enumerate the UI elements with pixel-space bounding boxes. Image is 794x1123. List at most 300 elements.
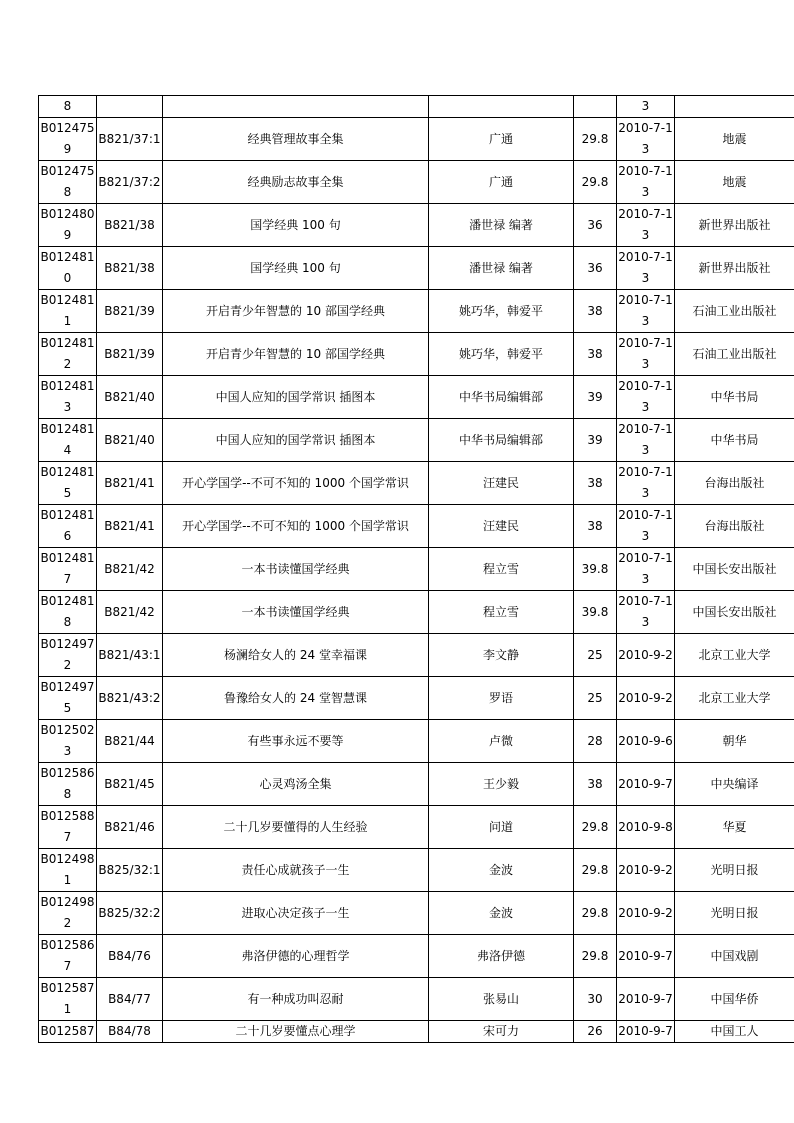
cell-price-text: 26 (587, 1024, 603, 1038)
cell-title-text: 经典励志故事全集 (247, 174, 344, 189)
cell-publisher-text: 中国戏剧 (710, 948, 759, 963)
cell-id (39, 935, 97, 978)
cell-id-text: B0124811 (40, 293, 95, 328)
cell-call-number-text: B821/41 (104, 518, 155, 533)
cell-price (574, 376, 617, 419)
cell-price-text: 38 (587, 346, 603, 361)
cell-title (163, 290, 429, 333)
cell-author-text: 宋可力 (482, 1024, 519, 1038)
cell-date-text: 2010-9-8 (618, 819, 673, 834)
cell-id (39, 892, 97, 935)
cell-id-text: B0125023 (40, 723, 95, 758)
cell-price-text: 39 (587, 432, 603, 447)
cell-title-text: 二十几岁要懂得的人生经验 (223, 819, 368, 834)
cell-publisher (675, 247, 794, 290)
table-row (39, 290, 794, 333)
cell-publisher-text: 朝华 (722, 733, 747, 748)
cell-price (574, 419, 617, 462)
cell-id-text: B0125867 (40, 938, 95, 973)
cell-author-text: 金波 (488, 862, 513, 877)
cell-date-text: 2010-7-13 (618, 121, 673, 156)
cell-id (39, 548, 97, 591)
cell-call-number-text: B821/42 (104, 561, 155, 576)
cell-title (163, 204, 429, 247)
cell-date-text: 2010-9-2 (618, 647, 673, 662)
cell-call-number-text: B821/37:2 (98, 174, 161, 189)
cell-author (429, 247, 574, 290)
cell-author (429, 548, 574, 591)
cell-title (163, 849, 429, 892)
cell-call-number-text: B821/39 (104, 303, 155, 318)
cell-author (429, 720, 574, 763)
cell-date (617, 763, 675, 806)
cell-date (617, 892, 675, 935)
cell-call-number (97, 591, 163, 634)
cell-call-number-text: B84/77 (108, 991, 151, 1006)
cell-price-text: 25 (587, 690, 603, 705)
cell-id (39, 118, 97, 161)
cell-date (617, 419, 675, 462)
cell-publisher-text: 中国华侨 (710, 991, 759, 1006)
cell-title-text: 开心学国学--不可不知的 1000 个国学常识 (182, 475, 409, 490)
cell-price-text: 29.8 (581, 862, 609, 877)
cell-publisher (675, 96, 794, 118)
cell-price-text: 36 (587, 260, 603, 275)
cell-price-text: 36 (587, 217, 603, 232)
cell-author-text: 汪建民 (482, 475, 519, 490)
cell-id (39, 505, 97, 548)
cell-id (39, 204, 97, 247)
table-row (39, 462, 794, 505)
cell-date (617, 118, 675, 161)
cell-title (163, 806, 429, 849)
cell-price-text: 39.8 (581, 561, 609, 576)
cell-title-text: 经典管理故事全集 (247, 131, 344, 146)
cell-price (574, 849, 617, 892)
cell-call-number-text: B821/45 (104, 776, 155, 791)
cell-publisher-text: 华夏 (722, 819, 747, 834)
cell-author (429, 806, 574, 849)
cell-title-text: 一本书读懂国学经典 (241, 604, 350, 619)
cell-price (574, 935, 617, 978)
cell-id-text: B0124814 (40, 422, 95, 457)
table-row (39, 806, 794, 849)
cell-title-text: 弗洛伊德的心理哲学 (241, 948, 350, 963)
cell-author (429, 935, 574, 978)
cell-publisher (675, 161, 794, 204)
cell-author-text: 广通 (488, 131, 513, 146)
cell-author-text: 中华书局编辑部 (458, 432, 543, 447)
cell-author (429, 505, 574, 548)
cell-date-text: 2010-9-2 (618, 690, 673, 705)
cell-date (617, 591, 675, 634)
cell-id-text: 8 (63, 99, 72, 113)
cell-publisher-text: 地震 (722, 174, 747, 189)
table-row (39, 505, 794, 548)
cell-call-number-text: B821/41 (104, 475, 155, 490)
cell-title-text: 开启青少年智慧的 10 部国学经典 (206, 303, 385, 318)
cell-price (574, 806, 617, 849)
cell-id (39, 806, 97, 849)
cell-price-text: 39.8 (581, 604, 609, 619)
cell-id-text: B0124982 (40, 895, 95, 930)
cell-date-text: 2010-9-7 (618, 991, 673, 1006)
cell-id (39, 978, 97, 1021)
table-row (39, 247, 794, 290)
cell-author (429, 290, 574, 333)
cell-title (163, 505, 429, 548)
table-row (39, 204, 794, 247)
cell-publisher (675, 462, 794, 505)
cell-author (429, 591, 574, 634)
cell-price (574, 462, 617, 505)
cell-price-text: 29.8 (581, 819, 609, 834)
cell-publisher-text: 新世界出版社 (698, 260, 771, 275)
cell-call-number (97, 333, 163, 376)
cell-call-number (97, 290, 163, 333)
cell-date (617, 677, 675, 720)
table-row (39, 720, 794, 763)
cell-call-number (97, 634, 163, 677)
cell-date (617, 96, 675, 118)
cell-call-number (97, 892, 163, 935)
table-row (39, 763, 794, 806)
cell-call-number-text: B821/40 (104, 432, 155, 447)
cell-date (617, 849, 675, 892)
cell-title-text: 中国人应知的国学常识 插图本 (215, 389, 376, 404)
cell-author (429, 978, 574, 1021)
cell-publisher (675, 548, 794, 591)
cell-id (39, 462, 97, 505)
cell-date (617, 806, 675, 849)
cell-date-text: 2010-7-13 (618, 336, 673, 371)
cell-id-text: B0124816 (40, 508, 95, 543)
table-row (39, 333, 794, 376)
cell-call-number-text: B821/37:1 (98, 131, 161, 146)
cell-author (429, 419, 574, 462)
cell-call-number-text: B84/78 (108, 1024, 151, 1038)
cell-date (617, 978, 675, 1021)
cell-title (163, 892, 429, 935)
cell-publisher-text: 光明日报 (710, 905, 759, 920)
cell-author-text: 李文静 (482, 647, 519, 662)
cell-author-text: 卢微 (488, 733, 513, 748)
cell-title (163, 96, 429, 118)
cell-id (39, 290, 97, 333)
cell-publisher (675, 290, 794, 333)
cell-date (617, 505, 675, 548)
cell-author-text: 金波 (488, 905, 513, 920)
cell-price (574, 161, 617, 204)
table-row (39, 118, 794, 161)
cell-author-text: 姚巧华，韩爱平 (458, 303, 543, 318)
book-catalog-table (38, 95, 794, 1043)
cell-id (39, 1021, 97, 1043)
cell-author-text: 姚巧华，韩爱平 (458, 346, 543, 361)
cell-date-text: 2010-9-2 (618, 862, 673, 877)
cell-publisher-text: 新世界出版社 (698, 217, 771, 232)
cell-id-text: B0124817 (40, 551, 95, 586)
cell-date-text: 2010-7-13 (618, 594, 673, 629)
cell-call-number (97, 763, 163, 806)
cell-price-text: 29.8 (581, 131, 609, 146)
cell-price (574, 333, 617, 376)
cell-date (617, 290, 675, 333)
cell-price (574, 978, 617, 1021)
cell-date (617, 1021, 675, 1043)
cell-date (617, 204, 675, 247)
cell-date-text: 2010-7-13 (618, 164, 673, 199)
table-row-partial-top (39, 96, 794, 118)
cell-price (574, 290, 617, 333)
cell-author-text: 广通 (488, 174, 513, 189)
cell-title (163, 247, 429, 290)
cell-author (429, 204, 574, 247)
cell-price-text: 29.8 (581, 174, 609, 189)
cell-call-number (97, 96, 163, 118)
cell-publisher (675, 591, 794, 634)
cell-call-number-text: B825/32:2 (98, 905, 161, 920)
cell-call-number-text: B821/39 (104, 346, 155, 361)
cell-price (574, 763, 617, 806)
cell-call-number (97, 978, 163, 1021)
table-row (39, 892, 794, 935)
cell-author-text: 王少毅 (482, 776, 519, 791)
cell-title (163, 677, 429, 720)
cell-date (617, 634, 675, 677)
cell-date-text: 2010-9-6 (618, 733, 673, 748)
cell-price-text: 39 (587, 389, 603, 404)
cell-id-text: B0124981 (40, 852, 95, 887)
cell-author (429, 763, 574, 806)
cell-price-text: 38 (587, 475, 603, 490)
cell-author-text: 汪建民 (482, 518, 519, 533)
cell-id (39, 677, 97, 720)
cell-call-number (97, 376, 163, 419)
cell-date (617, 720, 675, 763)
cell-publisher-text: 光明日报 (710, 862, 759, 877)
cell-title-text: 心灵鸡汤全集 (259, 776, 332, 791)
cell-title (163, 462, 429, 505)
cell-title (163, 763, 429, 806)
cell-author-text: 问道 (488, 819, 513, 834)
cell-id (39, 333, 97, 376)
table-body (39, 96, 794, 1043)
cell-title-text: 有一种成功叫忍耐 (247, 991, 344, 1006)
cell-author-text: 程立雪 (482, 561, 519, 576)
cell-price (574, 591, 617, 634)
cell-publisher-text: 地震 (722, 131, 747, 146)
cell-price (574, 634, 617, 677)
cell-author (429, 634, 574, 677)
cell-call-number-text: B821/42 (104, 604, 155, 619)
cell-id-text: B012587 (40, 1024, 95, 1038)
cell-id (39, 419, 97, 462)
cell-call-number-text: B821/43:2 (98, 690, 161, 705)
cell-publisher-text: 石油工业出版社 (692, 303, 777, 318)
cell-date (617, 247, 675, 290)
cell-author (429, 892, 574, 935)
cell-call-number-text: B825/32:1 (98, 862, 161, 877)
cell-title (163, 118, 429, 161)
cell-title-text: 进取心决定孩子一生 (241, 905, 350, 920)
cell-publisher-text: 北京工业大学 (698, 690, 771, 705)
cell-price-text: 28 (587, 733, 603, 748)
table-row (39, 591, 794, 634)
cell-title (163, 161, 429, 204)
cell-call-number-text: B821/43:1 (98, 647, 161, 662)
cell-id-text: B0124972 (40, 637, 95, 672)
cell-date-text: 2010-9-7 (618, 776, 673, 791)
cell-title-text: 一本书读懂国学经典 (241, 561, 350, 576)
cell-publisher (675, 806, 794, 849)
cell-date (617, 548, 675, 591)
cell-call-number-text: B821/46 (104, 819, 155, 834)
cell-publisher-text: 中国长安出版社 (692, 561, 777, 576)
cell-title (163, 720, 429, 763)
cell-author-text: 中华书局编辑部 (458, 389, 543, 404)
cell-date (617, 462, 675, 505)
cell-publisher-text: 中国工人 (710, 1024, 759, 1038)
cell-id (39, 247, 97, 290)
cell-call-number-text: B821/38 (104, 260, 155, 275)
cell-id-text: B0124812 (40, 336, 95, 371)
cell-publisher (675, 935, 794, 978)
cell-publisher (675, 892, 794, 935)
cell-title (163, 333, 429, 376)
cell-title (163, 419, 429, 462)
cell-title-text: 开启青少年智慧的 10 部国学经典 (206, 346, 385, 361)
cell-author-text: 罗语 (488, 690, 513, 705)
cell-publisher-text: 台海出版社 (704, 518, 765, 533)
cell-author-text: 潘世禄 编著 (469, 260, 533, 275)
cell-id (39, 849, 97, 892)
table-row (39, 978, 794, 1021)
cell-call-number (97, 204, 163, 247)
cell-author (429, 462, 574, 505)
cell-price (574, 247, 617, 290)
cell-price (574, 505, 617, 548)
cell-date-text: 2010-7-13 (618, 465, 673, 500)
cell-publisher (675, 1021, 794, 1043)
cell-title-text: 二十几岁要懂点心理学 (235, 1024, 356, 1038)
cell-date-text: 2010-9-7 (618, 948, 673, 963)
cell-id (39, 161, 97, 204)
cell-id-text: B0125868 (40, 766, 95, 801)
cell-date-text: 2010-7-13 (618, 422, 673, 457)
cell-date (617, 161, 675, 204)
cell-call-number (97, 161, 163, 204)
cell-call-number (97, 849, 163, 892)
cell-publisher (675, 849, 794, 892)
cell-call-number (97, 935, 163, 978)
cell-id-text: B0125887 (40, 809, 95, 844)
cell-author (429, 376, 574, 419)
cell-id-text: B0124810 (40, 250, 95, 285)
cell-publisher-text: 中华书局 (710, 432, 759, 447)
cell-title (163, 376, 429, 419)
cell-date-text: 3 (641, 99, 650, 113)
cell-call-number (97, 419, 163, 462)
cell-price (574, 677, 617, 720)
cell-call-number-text: B821/38 (104, 217, 155, 232)
cell-title (163, 591, 429, 634)
cell-publisher (675, 978, 794, 1021)
cell-price (574, 204, 617, 247)
cell-author (429, 161, 574, 204)
table-row (39, 548, 794, 591)
cell-id-text: B0125871 (40, 981, 95, 1016)
cell-id-text: B0124815 (40, 465, 95, 500)
cell-id (39, 591, 97, 634)
table-row (39, 161, 794, 204)
cell-call-number (97, 1021, 163, 1043)
cell-title-text: 杨澜给女人的 24 堂幸福课 (224, 647, 367, 662)
cell-publisher (675, 634, 794, 677)
cell-date-text: 2010-7-13 (618, 250, 673, 285)
cell-call-number (97, 548, 163, 591)
cell-id-text: B0124809 (40, 207, 95, 242)
cell-publisher (675, 720, 794, 763)
cell-date-text: 2010-7-13 (618, 379, 673, 414)
cell-price-text: 38 (587, 776, 603, 791)
cell-date-text: 2010-9-2 (618, 905, 673, 920)
cell-price-text: 29.8 (581, 948, 609, 963)
cell-call-number (97, 806, 163, 849)
cell-title (163, 978, 429, 1021)
cell-id (39, 634, 97, 677)
table-row (39, 849, 794, 892)
cell-publisher (675, 763, 794, 806)
cell-id-text: B0124975 (40, 680, 95, 715)
cell-title-text: 责任心成就孩子一生 (241, 862, 350, 877)
table-row (39, 677, 794, 720)
cell-author-text: 潘世禄 编著 (469, 217, 533, 232)
cell-title (163, 548, 429, 591)
cell-author (429, 849, 574, 892)
cell-price (574, 118, 617, 161)
cell-author-text: 弗洛伊德 (476, 948, 525, 963)
cell-call-number (97, 462, 163, 505)
cell-date-text: 2010-7-13 (618, 207, 673, 242)
cell-author (429, 96, 574, 118)
cell-publisher (675, 333, 794, 376)
cell-publisher (675, 204, 794, 247)
table-row (39, 634, 794, 677)
table-row (39, 419, 794, 462)
cell-price (574, 548, 617, 591)
cell-price-text: 38 (587, 518, 603, 533)
cell-call-number-text: B821/44 (104, 733, 155, 748)
cell-id-text: B0124759 (40, 121, 95, 156)
cell-date (617, 376, 675, 419)
cell-publisher (675, 419, 794, 462)
cell-id (39, 720, 97, 763)
cell-title-text: 鲁豫给女人的 24 堂智慧课 (224, 690, 367, 705)
cell-date-text: 2010-7-13 (618, 508, 673, 543)
cell-price-text: 38 (587, 303, 603, 318)
cell-publisher-text: 中华书局 (710, 389, 759, 404)
cell-date (617, 333, 675, 376)
cell-publisher-text: 台海出版社 (704, 475, 765, 490)
cell-publisher-text: 石油工业出版社 (692, 346, 777, 361)
cell-price-text: 25 (587, 647, 603, 662)
cell-call-number (97, 247, 163, 290)
cell-call-number-text: B84/76 (108, 948, 151, 963)
cell-id-text: B0124813 (40, 379, 95, 414)
cell-author (429, 118, 574, 161)
cell-call-number (97, 505, 163, 548)
